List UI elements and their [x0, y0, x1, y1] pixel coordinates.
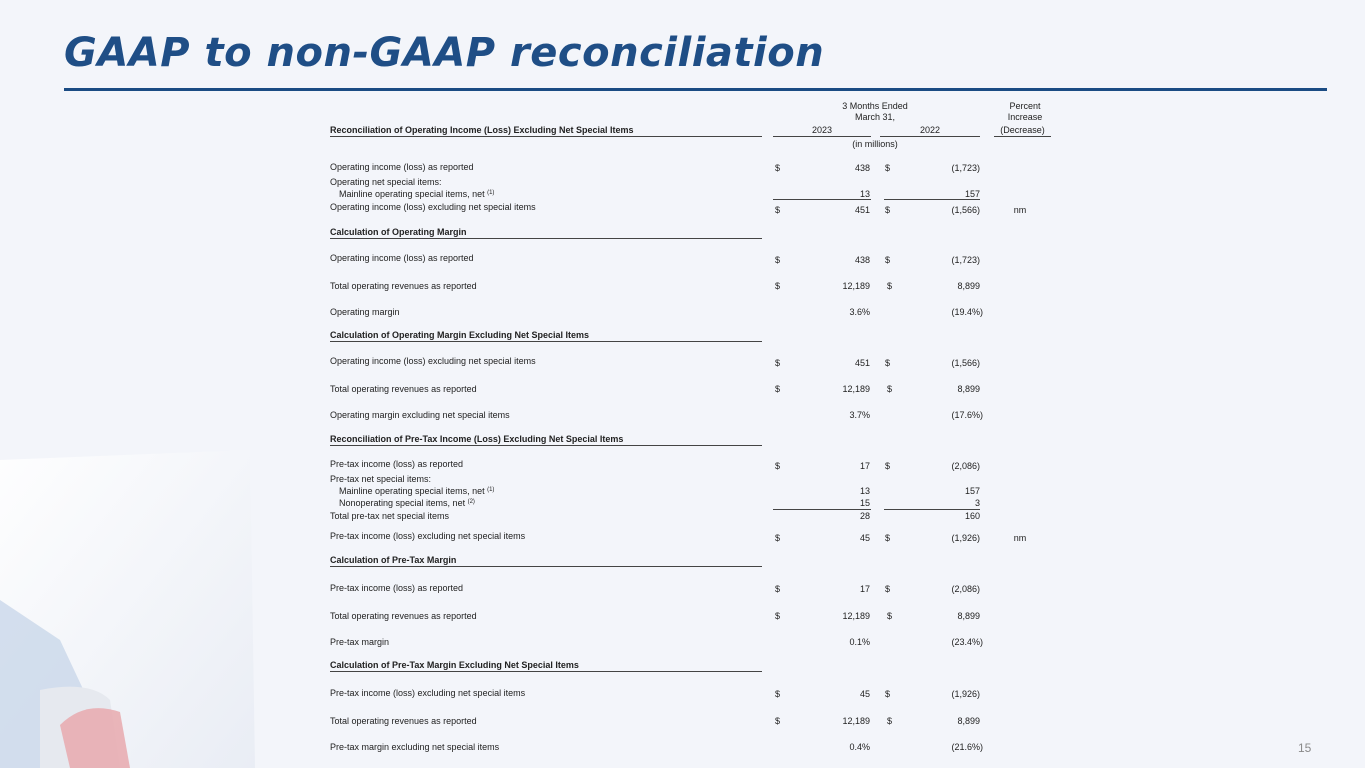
- value-2022: 160: [964, 511, 980, 521]
- currency-symbol: $: [887, 384, 893, 394]
- row-label: Operating net special items:: [330, 177, 442, 187]
- value-2023: 17: [859, 461, 870, 471]
- currency-symbol: $: [775, 205, 781, 215]
- value-2023: 438: [854, 255, 870, 265]
- value-2023: 28: [859, 511, 870, 521]
- section-heading: Reconciliation of Pre-Tax Income (Loss) Excluding Net Special Items: [330, 434, 624, 444]
- value-2022: (21.6%): [951, 742, 983, 752]
- value-2023: 15: [859, 498, 870, 508]
- pct-header-line3: (Decrease): [1000, 125, 1045, 135]
- value-2023: 12,189: [842, 384, 870, 394]
- value-2023: 0.1%: [849, 637, 870, 647]
- row-label: Total operating revenues as reported: [330, 716, 477, 726]
- row-label-with-note: [339, 486, 494, 496]
- currency-symbol: $: [775, 461, 781, 471]
- value-2022: (2,086): [951, 584, 980, 594]
- row-label: Nonoperating special items, net: [339, 498, 466, 508]
- value-2023: 0.4%: [849, 742, 870, 752]
- value-2023: 3.7%: [849, 410, 870, 420]
- row-label: Pre-tax margin excluding net special items: [330, 742, 500, 752]
- currency-symbol: $: [775, 611, 781, 621]
- row-label: Pre-tax income (loss) as reported: [330, 583, 464, 593]
- currency-symbol: $: [887, 611, 893, 621]
- value-2022: (19.4%): [951, 307, 983, 317]
- value-2023: 12,189: [842, 716, 870, 726]
- value-2023: 45: [859, 689, 870, 699]
- currency-symbol: $: [887, 281, 893, 291]
- currency-symbol: $: [885, 689, 891, 699]
- section-heading: Calculation of Operating Margin Excluding Net Special Items: [330, 330, 590, 340]
- value-2022: 8,899: [957, 281, 980, 291]
- currency-symbol: $: [885, 584, 891, 594]
- value-2022: (1,926): [951, 689, 980, 699]
- currency-symbol: $: [885, 205, 891, 215]
- section-heading: Calculation of Pre-Tax Margin Excluding Net Special Items: [330, 660, 579, 670]
- value-2022: 8,899: [957, 716, 980, 726]
- value-2022: (1,566): [951, 358, 980, 368]
- value-2023: 13: [859, 189, 870, 199]
- period-header-line1: 3 Months Ended: [842, 101, 908, 111]
- pct-header-line1: Percent: [1009, 101, 1041, 111]
- currency-symbol: $: [775, 584, 781, 594]
- pct-change: nm: [1013, 533, 1027, 543]
- value-2023: 3.6%: [849, 307, 870, 317]
- currency-symbol: $: [775, 163, 781, 173]
- footnote-2: (2): [467, 499, 475, 505]
- row-label: Pre-tax income (loss) excluding net special items: [330, 688, 526, 698]
- value-2023: 438: [854, 163, 870, 173]
- row-label: Mainline operating special items, net: [339, 189, 485, 199]
- footnote-1: (1): [487, 190, 495, 196]
- currency-symbol: $: [885, 358, 891, 368]
- currency-symbol: $: [885, 163, 891, 173]
- row-label: Mainline operating special items, net: [339, 486, 485, 496]
- page-title: GAAP to non-GAAP reconciliation: [64, 30, 825, 76]
- currency-symbol: $: [885, 533, 891, 543]
- row-label: Operating income (loss) as reported: [330, 162, 474, 172]
- row-label: Total operating revenues as reported: [330, 384, 477, 394]
- year-2022-header: 2022: [919, 125, 941, 135]
- row-label: Operating margin excluding net special items: [330, 410, 510, 420]
- currency-symbol: $: [885, 255, 891, 265]
- row-label: Total pre-tax net special items: [330, 511, 450, 521]
- footnote-1: (1): [487, 487, 495, 493]
- currency-symbol: $: [885, 461, 891, 471]
- section-heading: Calculation of Pre-Tax Margin: [330, 555, 457, 565]
- value-2022: (2,086): [951, 461, 980, 471]
- row-label: Pre-tax income (loss) excluding net special items: [330, 531, 526, 541]
- value-2022: (1,723): [951, 255, 980, 265]
- section-heading: Calculation of Operating Margin: [330, 227, 467, 237]
- value-2023: 451: [854, 205, 870, 215]
- value-2022: 8,899: [957, 384, 980, 394]
- value-2023: 17: [859, 584, 870, 594]
- row-label: Operating income (loss) excluding net special items: [330, 202, 536, 212]
- pct-header-line2: Increase: [1007, 112, 1043, 122]
- row-label: Total operating revenues as reported: [330, 611, 477, 621]
- currency-symbol: $: [775, 358, 781, 368]
- value-2022: 3: [974, 498, 980, 508]
- currency-symbol: $: [775, 716, 781, 726]
- value-2022: (1,723): [951, 163, 980, 173]
- value-2022: (1,566): [951, 205, 980, 215]
- row-label: Operating income (loss) excluding net special items: [330, 356, 536, 366]
- currency-symbol: $: [775, 255, 781, 265]
- value-2023: 12,189: [842, 611, 870, 621]
- units-label: (in millions): [852, 139, 898, 149]
- currency-symbol: $: [775, 689, 781, 699]
- currency-symbol: $: [775, 384, 781, 394]
- value-2022: (1,926): [951, 533, 980, 543]
- row-label: Operating margin: [330, 307, 400, 317]
- value-2023: 12,189: [842, 281, 870, 291]
- currency-symbol: $: [775, 533, 781, 543]
- currency-symbol: $: [775, 281, 781, 291]
- row-label: Pre-tax margin: [330, 637, 390, 647]
- row-label-with-note: [339, 189, 494, 199]
- row-label: Total operating revenues as reported: [330, 281, 477, 291]
- year-2023-header: 2023: [811, 125, 833, 135]
- value-2023: 45: [859, 533, 870, 543]
- value-2022: 157: [964, 486, 980, 496]
- row-label: Pre-tax net special items:: [330, 474, 432, 484]
- value-2022: 157: [964, 189, 980, 199]
- value-2022: (23.4%): [951, 637, 983, 647]
- currency-symbol: $: [887, 716, 893, 726]
- page-number: 15: [1298, 741, 1312, 755]
- value-2023: 451: [854, 358, 870, 368]
- row-label: Operating income (loss) as reported: [330, 253, 474, 263]
- row-label-with-note: [339, 498, 475, 508]
- row-label: Pre-tax income (loss) as reported: [330, 459, 464, 469]
- section-title-recon-op: Reconciliation of Operating Income (Loss) Excluding Net Special Items: [330, 125, 634, 135]
- value-2023: 13: [859, 486, 870, 496]
- period-header-line2: March 31,: [854, 112, 896, 122]
- value-2022: 8,899: [957, 611, 980, 621]
- value-2022: (17.6%): [951, 410, 983, 420]
- pct-change: nm: [1013, 205, 1027, 215]
